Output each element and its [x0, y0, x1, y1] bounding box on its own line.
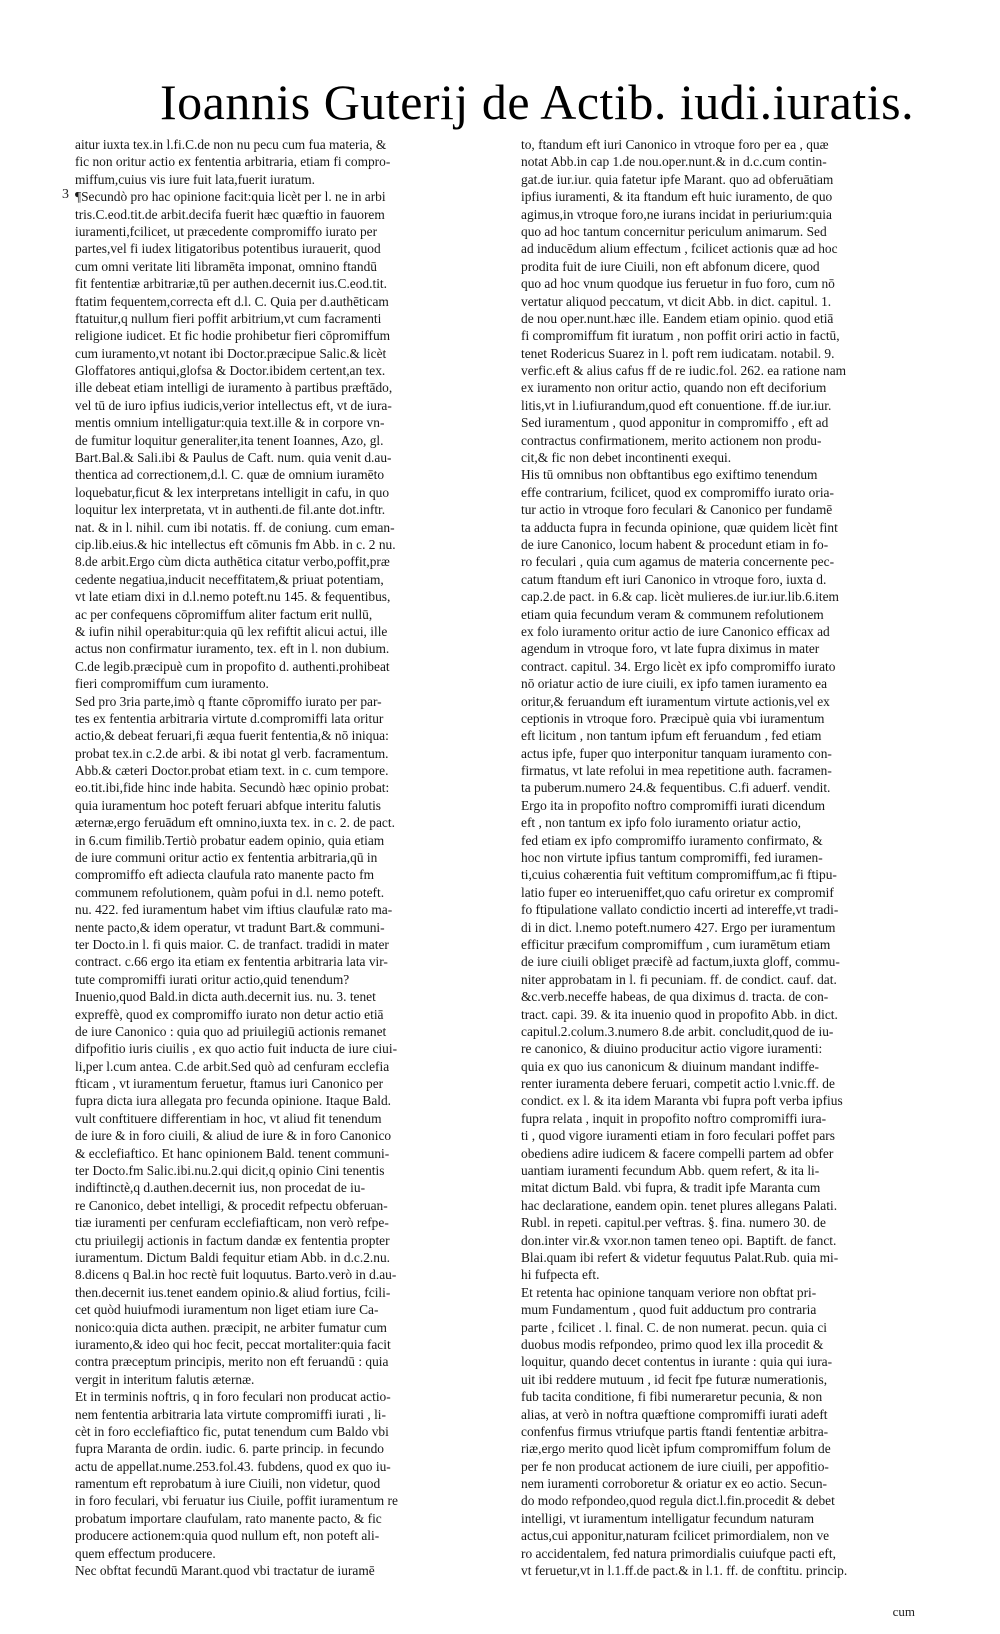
text-line: riæ,ergo merito quod licèt ipfum compromiffum folum de: [521, 1441, 831, 1457]
text-line: cedente negatiua,inducit neceffitatem,& priuat potentiam,: [75, 571, 384, 587]
text-line: li,per l.cum antea. C.de arbit.Sed quò ad cenfuram ecclefia: [75, 1058, 390, 1074]
text-line: vult conftituere differentiam in hoc, vt aliud fit tenendum: [75, 1110, 382, 1126]
running-title: Ioannis Guterij de Actib. iudi.iuratis.: [160, 74, 915, 130]
text-line: agendum in vtroque foro, vt late fupra diximus in mater: [521, 641, 820, 657]
text-line: firmatus, vt late refolui in mea repetitione auth. facramen-: [521, 763, 832, 779]
text-line: ¶Secundò pro hac opinione facit:quia licèt per l. ne in arbi: [75, 189, 386, 205]
text-line: prodita fuit de iure Ciuili, non eft abfonum dicere, quod: [521, 258, 820, 274]
text-line: iuramento,& ideo qui hoc fecit, peccat mortaliter:quia facit: [75, 1336, 391, 1352]
text-line: hoc non virtute ipfius tantum compromiffi, fed iuramen-: [521, 850, 823, 866]
text-line: nat. & in l. nihil. cum ibi notatis. ff. de coniung. cum eman-: [75, 519, 395, 535]
text-line: thentica ad correctionem,d.l. C. quæ de omnium iuramēto: [75, 467, 385, 483]
text-line: compromiffo eft adiecta claufula rato manente pacto fm: [75, 867, 375, 883]
text-line: verfic.eft & alius cafus ff de re iudic.fol. 262. ea ratione nam: [521, 363, 847, 379]
text-line: vertatur aliquod peccatum, vt dicit Abb. in dict. capitul. 1.: [521, 293, 832, 309]
text-line: fit fententiæ arbitrariæ,tū per authen.decernit ius.C.eod.tit.: [75, 276, 387, 292]
text-line: miffum,cuius vis iure fuit lata,fuerit iuratum.: [75, 171, 315, 187]
text-line: litis,vt in l.iufiurandum,quod eft conuentione. ff.de iur.iur.: [521, 397, 832, 413]
text-line: æternæ,ergo feruādum eft omnino,iuxta tex. in c. 2. de pact.: [75, 815, 395, 831]
text-line: ac per confequens cōpromiffum aliter factum erit nullū,: [75, 606, 373, 622]
text-line: ceptionis in vtroque foro. Præcipuè quia vbi iuramentum: [521, 710, 825, 726]
text-line: confenfus firmus vtriufque partis ftandi fententiæ arbitra-: [521, 1423, 829, 1439]
text-line: fticam , vt iuramentum feruetur, ftamus iuri Canonico per: [75, 1076, 384, 1092]
text-line: Bart.Bal.& Sali.ibi & Paulus de Caft. num. quia venit d.au-: [75, 450, 392, 466]
text-line: ramentum eft reprobatum à iure Ciuili, non videtur, quod: [75, 1476, 381, 1492]
text-line: ex iuramento non oritur actio, quando non eft deciforium: [521, 380, 827, 396]
text-line: ro feculari , quia cum agamus de materia concernente pec-: [521, 554, 835, 570]
text-line: re Canonico, debet intelligi, & procedit refpectu obferuan-: [75, 1197, 388, 1213]
text-line: Inuenio,quod Bald.in dicta auth.decernit ius. nu. 3. tenet: [75, 989, 376, 1005]
text-line: quem effectum producere.: [75, 1545, 216, 1561]
text-line: actus non confirmatur iuramento, tex. eft in l. non dubium.: [75, 641, 390, 657]
text-line: agimus,in vtroque foro,ne iurans incidat in periurium:quia: [521, 206, 832, 222]
text-line: mentis omnium intelligatur:quia text.ille & in corpore vn-: [75, 415, 385, 431]
text-line: fupra Maranta de ordin. iudic. 6. parte princip. in fecundo: [75, 1441, 384, 1457]
text-line: fo ftipulatione vallato condictio incerti ad intereffe,vt tradi-: [521, 902, 839, 918]
text-line: quia ex quo ius canonicum & diuinum mandant indiffe-: [521, 1058, 820, 1074]
text-line: renter iuramenta debere feruari, competit actio l.vnic.ff. de: [521, 1076, 835, 1092]
text-line: ille debeat etiam intelligi de iuramento à partibus præftādo,: [75, 380, 393, 396]
text-line: fi compromiffum fit iuratum , non poffit oriri actio in factū,: [521, 328, 840, 344]
text-line: mum Fundamentum , quod fuit adductum pro contraria: [521, 1302, 817, 1318]
text-line: cap.2.de pact. in 6.& cap. licèt mulieres.de iur.iur.lib.6.item: [521, 589, 839, 605]
text-line: Et in terminis noftris, q in foro feculari non producat actio-: [75, 1389, 391, 1405]
text-line: Sed iuramentum , quod apponitur in compromiffo , eft ad: [521, 415, 829, 431]
text-line: fed etiam ex ipfo compromiffo iuramento confirmato, &: [521, 832, 823, 848]
text-line: quo ad hoc tantum concernitur periculum animarum. Sed: [521, 223, 827, 239]
text-line: partes,vel fi iudex litigatoribus potentibus iurauerit, quod: [75, 241, 381, 257]
text-line: de iure communi oritur actio ex fententia arbitraria,qū in: [75, 850, 378, 866]
text-line: actus ipfe, fuper quo interponitur tanquam iuramento con-: [521, 745, 832, 761]
text-line: communem refolutionem, quàm pofui in d.l. nemo poteft.: [75, 884, 385, 900]
text-line: ta puberum.numero 24.& fequentibus. C.fi aduerf. vendit.: [521, 780, 831, 796]
text-line: niter approbatam in l. fi pecuniam. ff. de condict. cauf. dat.: [521, 971, 837, 987]
text-line: loquitur lex interpretata, vt in authenti.de fil.ante dot.inftr.: [75, 502, 386, 518]
text-line: intelligi, vt iuramentum intelligatur fecundum naturam: [521, 1510, 815, 1526]
text-line: expreffè, quod ex compromiffo iurato non detur actio etiā: [75, 1006, 384, 1022]
text-line: de iure Canonico : quia quo ad priuilegiū actionis remanet: [75, 1023, 387, 1039]
text-line: 8.dicens q Bal.in hoc rectè fuit loquutus. Barto.verò in d.au-: [75, 1267, 397, 1283]
text-line: cip.lib.eius.& hic intellectus eft cōmunis fm Abb. in c. 2 nu.: [75, 536, 396, 552]
text-line: tris.C.eod.tit.de arbit.decifa fuerit hæc quæftio in fauorem: [75, 206, 385, 222]
text-line: efficitur præcifum compromiffum , cum iuramētum etiam: [521, 936, 831, 952]
text-line: nu. 422. fed iuramentum habet vim iftius claufulæ rato ma-: [75, 902, 393, 918]
text-line: actio,& debeat feruari,fi æqua fuerit fententia,& nō iniqua:: [75, 728, 389, 744]
text-line: ti , quod vigore iuramenti etiam in foro feculari poffet pars: [521, 1128, 835, 1144]
text-line: contract. c.66 ergo ita etiam ex fententia arbitraria lata vir-: [75, 954, 388, 970]
text-line: loquebatur,ficut & lex interpretans intelligit in cafu, in quo: [75, 484, 390, 500]
text-line: iuramenti,fcilicet, ut præcedente compromiffo iurato per: [75, 223, 378, 239]
text-line: cum omni veritate liti libramēta imponat, omnino ftandū: [75, 258, 377, 274]
text-line: difpofitio iuris ciuilis , ex quo actio fuit inducta de iure ciui-: [75, 1041, 398, 1057]
text-line: catum ftandum eft iuri Canonico in vtroque foro, iuxta d.: [521, 571, 827, 587]
text-line: ex folo iuramento oritur actio de iure Canonico efficax ad: [521, 623, 830, 639]
text-line: actu de appellat.nume.253.fol.43. fubdens, quod ex quo iu-: [75, 1458, 391, 1474]
text-line: His tū omnibus non obftantibus ego exiftimo tenendum: [521, 467, 818, 483]
text-line: tract. capi. 39. & ita inuenio quod in propofito Abb. in dict.: [521, 1006, 838, 1022]
text-line: ctu priuilegij actionis in factum dandæ ex fententia propter: [75, 1232, 390, 1248]
text-line: fupra relata , inquit in propofito noftro compromiffi iura-: [521, 1110, 827, 1126]
text-line: fieri compromiffum cum iuramento.: [75, 676, 269, 692]
text-line: nem fententia arbitraria lata virtute compromiffi iurati , li-: [75, 1406, 386, 1422]
text-line: effe contrarium, fcilicet, quod ex compromiffo iurato oria-: [521, 484, 834, 500]
text-line: vt feruetur,vt in l.1.ff.de pact.& in l.1. ff. de conftitu. princip.: [521, 1563, 848, 1579]
text-line: iuramentum. Dictum Baldi fequitur etiam Abb. in d.c.2.nu.: [75, 1250, 390, 1265]
text-line: quia iuramentum hoc poteft feruari abfque interitu falutis: [75, 797, 382, 813]
text-line: eo.tit.ibi,fide hinc inde habita. Secundò hæc opinio probat:: [75, 780, 390, 796]
text-line: Blai.quam ibi refert & videtur fequutus Palat.Rub. quia mi-: [521, 1250, 839, 1265]
text-line: uit ibi reddere mutuum , id fecit fpe futuræ numerationis,: [521, 1371, 828, 1387]
text-line: ter Docto.in l. fi quis maior. C. de tranfact. tradidi in mater: [75, 936, 389, 952]
text-line: etiam quia fecundum veram & communem refolutionem: [521, 606, 824, 622]
text-line: probatum importare claufulam, rato manente pacto, & fic: [75, 1510, 382, 1526]
text-line: mitat dictum Bald. vbi fupra, & tradit ipfe Maranta cum: [521, 1180, 821, 1196]
text-line: indiftinctè,q d.authen.decernit ius, non procedat de iu-: [75, 1180, 366, 1196]
text-line: do modo refpondeo,quod regula dict.l.fin.procedit & debet: [521, 1493, 835, 1509]
text-line: loquitur, quando decet contentus in iurante : quia qui iura-: [521, 1354, 833, 1370]
text-line: in 6.cum fimilib.Tertiò probatur eadem opinio, quia etiam: [75, 832, 385, 848]
text-line: oritur,& feruandum eft iuramentum virtute actionis,vel ex: [521, 693, 830, 709]
text-line: to, ftandum eft iuri Canonico in vtroque foro per ea , quæ: [521, 137, 829, 152]
text-line: per fe non producat actionem de iure ciuili, per appofitio-: [521, 1458, 829, 1474]
text-line: nente pacto,& idem operatur, vt tradunt Bart.& communi-: [75, 919, 385, 935]
text-line: religione iudicet. Et fic hodie prohibetur fieri cōpromiffum: [75, 328, 391, 344]
left-text-column: [75, 136, 500, 1579]
text-line: Gloffatores antiqui,glofsa & Doctor.ibidem certent,an tex.: [75, 363, 386, 379]
text-line: ta adducta fupra in fecunda opinione, quæ quidem licèt fint: [521, 519, 838, 535]
text-line: Ergo ita in propofito noftro compromiffi iurati dicendum: [521, 797, 826, 813]
text-line: tes ex fententia arbitraria virtute d.compromiffi lata oritur: [75, 710, 384, 726]
text-line: de iure ciuili obliget præcifè ad factum,iuxta gloff, commu-: [521, 954, 840, 970]
text-line: ftatuitur,q nullum fieri poffit arbitrium,vt cum facramenti: [75, 310, 382, 326]
text-line: tiæ iuramenti per cenfuram ecclefiafticam, non verò refpe-: [75, 1215, 389, 1231]
text-line: &c.verb.neceffe habeas, de qua diximus d. tracta. de con-: [521, 989, 829, 1005]
text-line: capitul.2.colum.3.numero 8.de arbit. concludit,quod de iu-: [521, 1023, 834, 1039]
text-line: don.inter vir.& vxor.non tamen teneo opi. Baptift. de fanct.: [521, 1232, 837, 1248]
text-line: alias, at verò in noftra quæftione compromiffi iurati adeft: [521, 1406, 828, 1422]
text-line: aitur iuxta tex.in l.fi.C.de non nu pecu cum fua materia, &: [75, 137, 387, 152]
text-line: Rubl. in repeti. capitul.per veftras. §. fina. numero 30. de: [521, 1215, 826, 1231]
text-line: quo ad hoc vnum quodque ius feruetur in fuo foro, cum nō: [521, 276, 835, 292]
text-line: nonico:quia dicta authen. præcipit, ne arbiter fumatur cum: [75, 1319, 387, 1335]
text-line: Abb.& cæteri Doctor.probat etiam text. in c. cum tempore.: [75, 763, 389, 779]
text-line: duobus modis refpondeo, primo quod lex illa procedit &: [521, 1336, 824, 1352]
text-line: ipfius iuramenti, & ita ftandum eft huic iuramento, de quo: [521, 189, 833, 205]
text-line: obediens adire iudicem & facere compelli partem ad obfer: [521, 1145, 834, 1161]
text-line: contra præceptum principis, merito non eft feruandū : quia: [75, 1354, 389, 1370]
text-line: latio fuper eo interueniffet,quo cafu oriretur ex compromif: [521, 884, 834, 900]
text-line: probat tex.in c.2.de arbi. & ibi notat gl verb. facramentum.: [75, 745, 389, 761]
text-line: gat.de iur.iur. quia fatetur ipfe Marant. quo ad obferuātiam: [521, 171, 834, 187]
text-line: producere actionem:quia quod nullum eft, non poteft ali-: [75, 1528, 380, 1544]
text-line: contract. capitul. 34. Ergo licèt ex ipfo compromiffo iurato: [521, 658, 836, 674]
text-line: nem iuramenti corroboretur & oriatur ex eo actio. Secun-: [521, 1476, 828, 1492]
text-line: ftatim fequentem,correcta eft d.l. C. Quia per d.authēticam: [75, 293, 389, 309]
text-line: vergit in interitum falutis æternæ.: [75, 1371, 255, 1387]
text-line: ro accidentalem, fed natura primordialis cuiufque pacti eft,: [521, 1545, 836, 1561]
text-line: C.de legib.præcipuè cum in propofito d. authenti.prohibeat: [75, 658, 390, 674]
text-line: ad inducēdum alium effectum , fcilicet actionis quæ ad hoc: [521, 241, 838, 257]
text-line: cum iuramento,vt notant ibi Doctor.præcipue Salic.& licèt: [75, 345, 387, 361]
text-line: condict. ex l. & ita idem Maranta vbi fupra poft verba ipfius: [521, 1093, 843, 1109]
text-line: & ecclefiaftico. Et hanc opinionem Bald. tenent communi-: [75, 1145, 390, 1161]
text-line: then.decernit ius.tenet eandem opinio.& aliud fortius, fcili-: [75, 1284, 391, 1300]
text-line: cèt in foro ecclefiaftico fic, putat tenendum cum Baldo vbi: [75, 1423, 389, 1439]
text-line: contractus confirmationem, merito actionem non produ-: [521, 432, 822, 448]
text-line: 8.de arbit.Ergo cùm dicta authētica citatur verbo,poffit,præ: [75, 554, 390, 570]
text-line: cit,& fic non debet incontinenti exequi.: [521, 450, 732, 466]
text-line: tenet Rodericus Suarez in l. poft rem iudicatam. notabil. 9.: [521, 345, 835, 361]
text-line: tur actio in vtroque foro feculari & Canonico per fundamē: [521, 502, 833, 518]
text-line: in foro feculari, vbi feruatur ius Ciuile, poffit iuramentum re: [75, 1493, 398, 1509]
text-line: de fumitur loquitur generaliter,ita tenent Ioannes, Azo, gl.: [75, 432, 384, 448]
text-line: vel tū de iuro ipfius iudicis,verior intellectus eft, vt de iura-: [75, 397, 392, 413]
text-line: notat Abb.in cap 1.de nou.oper.nunt.& in d.c.cum contin-: [521, 154, 827, 170]
text-line: de nou oper.nunt.hæc ille. Eandem etiam opinio. quod etiā: [521, 310, 834, 326]
marginal-numeral: 3: [62, 187, 69, 202]
text-line: & iufin nihil operabitur:quia qū lex refiftit alicui actui, ille: [75, 623, 388, 639]
text-line: eft licitum , non tantum ipfum eft feruandum , fed etiam: [521, 728, 822, 744]
text-line: re canonico, & diuino producitur actio vigore iuramenti:: [521, 1041, 823, 1057]
text-line: cet quòd huiufmodi iuramentum non liget etiam iure Ca-: [75, 1302, 379, 1318]
text-line: ter Docto.fm Salic.ibi.nu.2.qui dicit,q opinio Cini tenentis: [75, 1163, 385, 1179]
catchword: cum: [892, 1604, 915, 1619]
text-line: uantiam iuramenti fecundum Abb. quem refert, & ita li-: [521, 1163, 820, 1179]
text-line: tute compromiffi iurati oritur actio,quid tenendum?: [75, 971, 350, 987]
text-line: Nec obftat fecundū Marant.quod vbi tractatur de iuramē: [75, 1563, 375, 1579]
text-line: actus,cui apponitur,naturam fcilicet primordialem, non ve: [521, 1528, 830, 1544]
text-line: Et retenta hac opinione tanquam veriore non obftat pri-: [521, 1284, 817, 1300]
text-line: hi fufpecta eft.: [521, 1267, 600, 1283]
text-line: fub tacita conditione, fi fibi numeraretur pecunia, & non: [521, 1389, 823, 1405]
text-line: de iure & in foro ciuili, & aliud de iure & in foro Canonico: [75, 1128, 392, 1144]
text-line: fupra dicta iura allegata pro fecunda opinione. Itaque Bald.: [75, 1093, 392, 1109]
text-line: vt late etiam dixi in d.l.nemo poteft.nu 145. & fequentibus,: [75, 589, 391, 605]
text-line: fic non oritur actio ex fententia arbitraria, etiam fi compro-: [75, 154, 391, 170]
text-line: ti,cuius cohærentia fuit veftitum compromiffum,ac fi ftipu-: [521, 867, 837, 883]
text-line: nō oriatur actio de iure ciuili, ex ipfo tamen iuramento ea: [521, 676, 828, 692]
text-line: eft , non tantum ex ipfo folo iuramento oriatur actio,: [521, 815, 802, 831]
text-line: hac declaratione, eandem opin. tenet plures allegans Palati.: [521, 1197, 838, 1213]
text-line: Sed pro 3ria parte,imò q ftante cōpromiffo iurato per par-: [75, 693, 382, 709]
text-line: di in dict. l.nemo poteft.numero 427. Ergo per iuramentum: [521, 919, 836, 935]
text-line: parte , fcilicet . l. final. C. de non numerat. pecun. quia ci: [521, 1319, 828, 1335]
right-text-column: [521, 136, 946, 1579]
text-line: de iure Canonico, locum habent & procedunt etiam in fo-: [521, 536, 829, 552]
